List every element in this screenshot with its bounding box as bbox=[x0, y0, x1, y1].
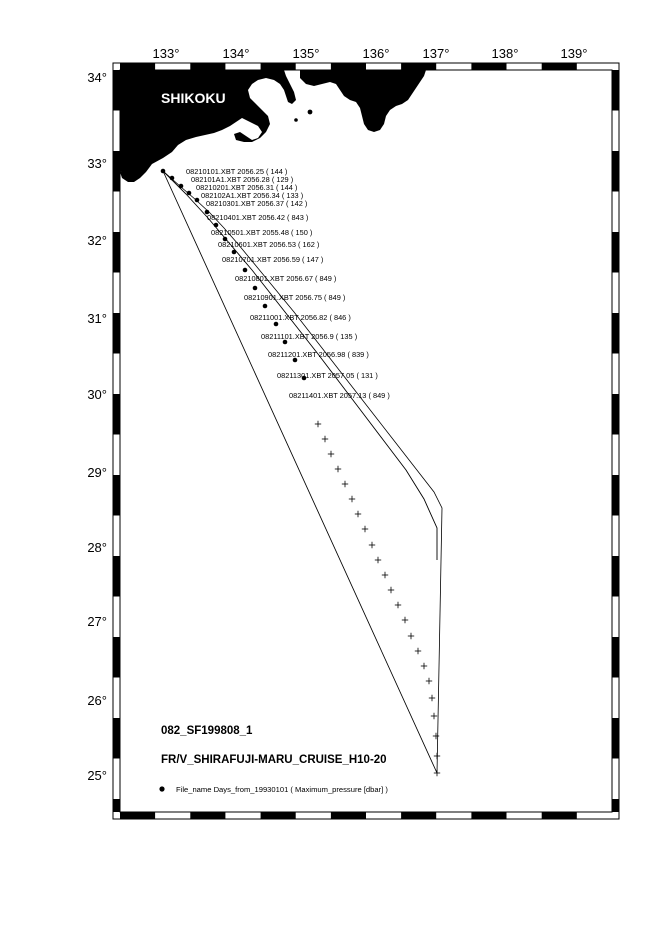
station-label: 08210201.XBT 2056.31 ( 144 ) bbox=[196, 183, 298, 192]
station-label: 08210301.XBT 2056.37 ( 142 ) bbox=[206, 199, 308, 208]
station-marker bbox=[195, 198, 200, 203]
x-tick-label: 134° bbox=[222, 46, 250, 61]
y-tick-label: 27° bbox=[87, 614, 107, 629]
y-tick-label: 33° bbox=[87, 156, 107, 171]
station-label: 08210101.XBT 2056.25 ( 144 ) bbox=[186, 167, 288, 176]
station-marker bbox=[253, 286, 258, 291]
y-tick-label: 31° bbox=[87, 311, 107, 326]
y-tick-label: 26° bbox=[87, 693, 107, 708]
station-label: 08210901.XBT 2056.75 ( 849 ) bbox=[244, 293, 346, 302]
station-marker bbox=[187, 191, 192, 196]
y-tick-label: 32° bbox=[87, 233, 107, 248]
legend bbox=[159, 785, 388, 794]
station-label: 08211001.XBT 2056.82 ( 846 ) bbox=[250, 313, 351, 322]
station-marker bbox=[263, 304, 268, 309]
station-marker bbox=[179, 184, 184, 189]
page-title: 082_SF199808_1 bbox=[161, 725, 253, 737]
station-marker bbox=[232, 250, 237, 255]
y-tick-label: 29° bbox=[87, 465, 107, 480]
station-label: 082102A1.XBT 2056.34 ( 133 ) bbox=[201, 191, 304, 200]
x-tick-label: 136° bbox=[362, 46, 390, 61]
y-tick-label: 30° bbox=[87, 387, 107, 402]
station-label: 08210801.XBT 2056.67 ( 849 ) bbox=[235, 274, 337, 283]
station-marker bbox=[161, 169, 166, 174]
x-tick-label: 137° bbox=[422, 46, 450, 61]
x-tick-label: 138° bbox=[491, 46, 519, 61]
station-label: 08211101.XBT 2056.9 ( 135 ) bbox=[261, 332, 358, 341]
y-tick-label: 34° bbox=[87, 70, 107, 85]
x-tick-label: 133° bbox=[152, 46, 180, 61]
x-tick-label: 139° bbox=[560, 46, 588, 61]
station-label: 08210601.XBT 2056.53 ( 162 ) bbox=[218, 240, 320, 249]
station-label: 08210401.XBT 2056.42 ( 843 ) bbox=[207, 213, 309, 222]
legend-label: File_name Days_from_19930101 ( Maximum_pressure [dbar] ) bbox=[176, 785, 388, 794]
station-label: 08210501.XBT 2055.48 ( 150 ) bbox=[211, 228, 313, 237]
station-label: 08210701.XBT 2056.59 ( 147 ) bbox=[222, 255, 324, 264]
region-label-shikoku: SHIKOKU bbox=[161, 90, 226, 106]
y-tick-label: 28° bbox=[87, 540, 107, 555]
page-subtitle: FR/V_SHIRAFUJI-MARU_CRUISE_H10-20 bbox=[161, 754, 387, 766]
station-marker bbox=[214, 223, 219, 228]
y-tick-label: 25° bbox=[87, 768, 107, 783]
station-label: 08211401.XBT 2057.13 ( 849 ) bbox=[289, 391, 390, 400]
x-tick-label: 135° bbox=[292, 46, 320, 61]
station-marker bbox=[274, 322, 279, 327]
legend-marker-icon bbox=[159, 786, 164, 791]
station-label: 08211201.XBT 2056.98 ( 839 ) bbox=[268, 350, 369, 359]
station-label: 082101A1.XBT 2056.28 ( 129 ) bbox=[191, 175, 294, 184]
station-marker bbox=[243, 268, 248, 273]
station-label: 08211301.XBT 2057.05 ( 131 ) bbox=[277, 371, 378, 380]
station-marker bbox=[170, 176, 175, 181]
